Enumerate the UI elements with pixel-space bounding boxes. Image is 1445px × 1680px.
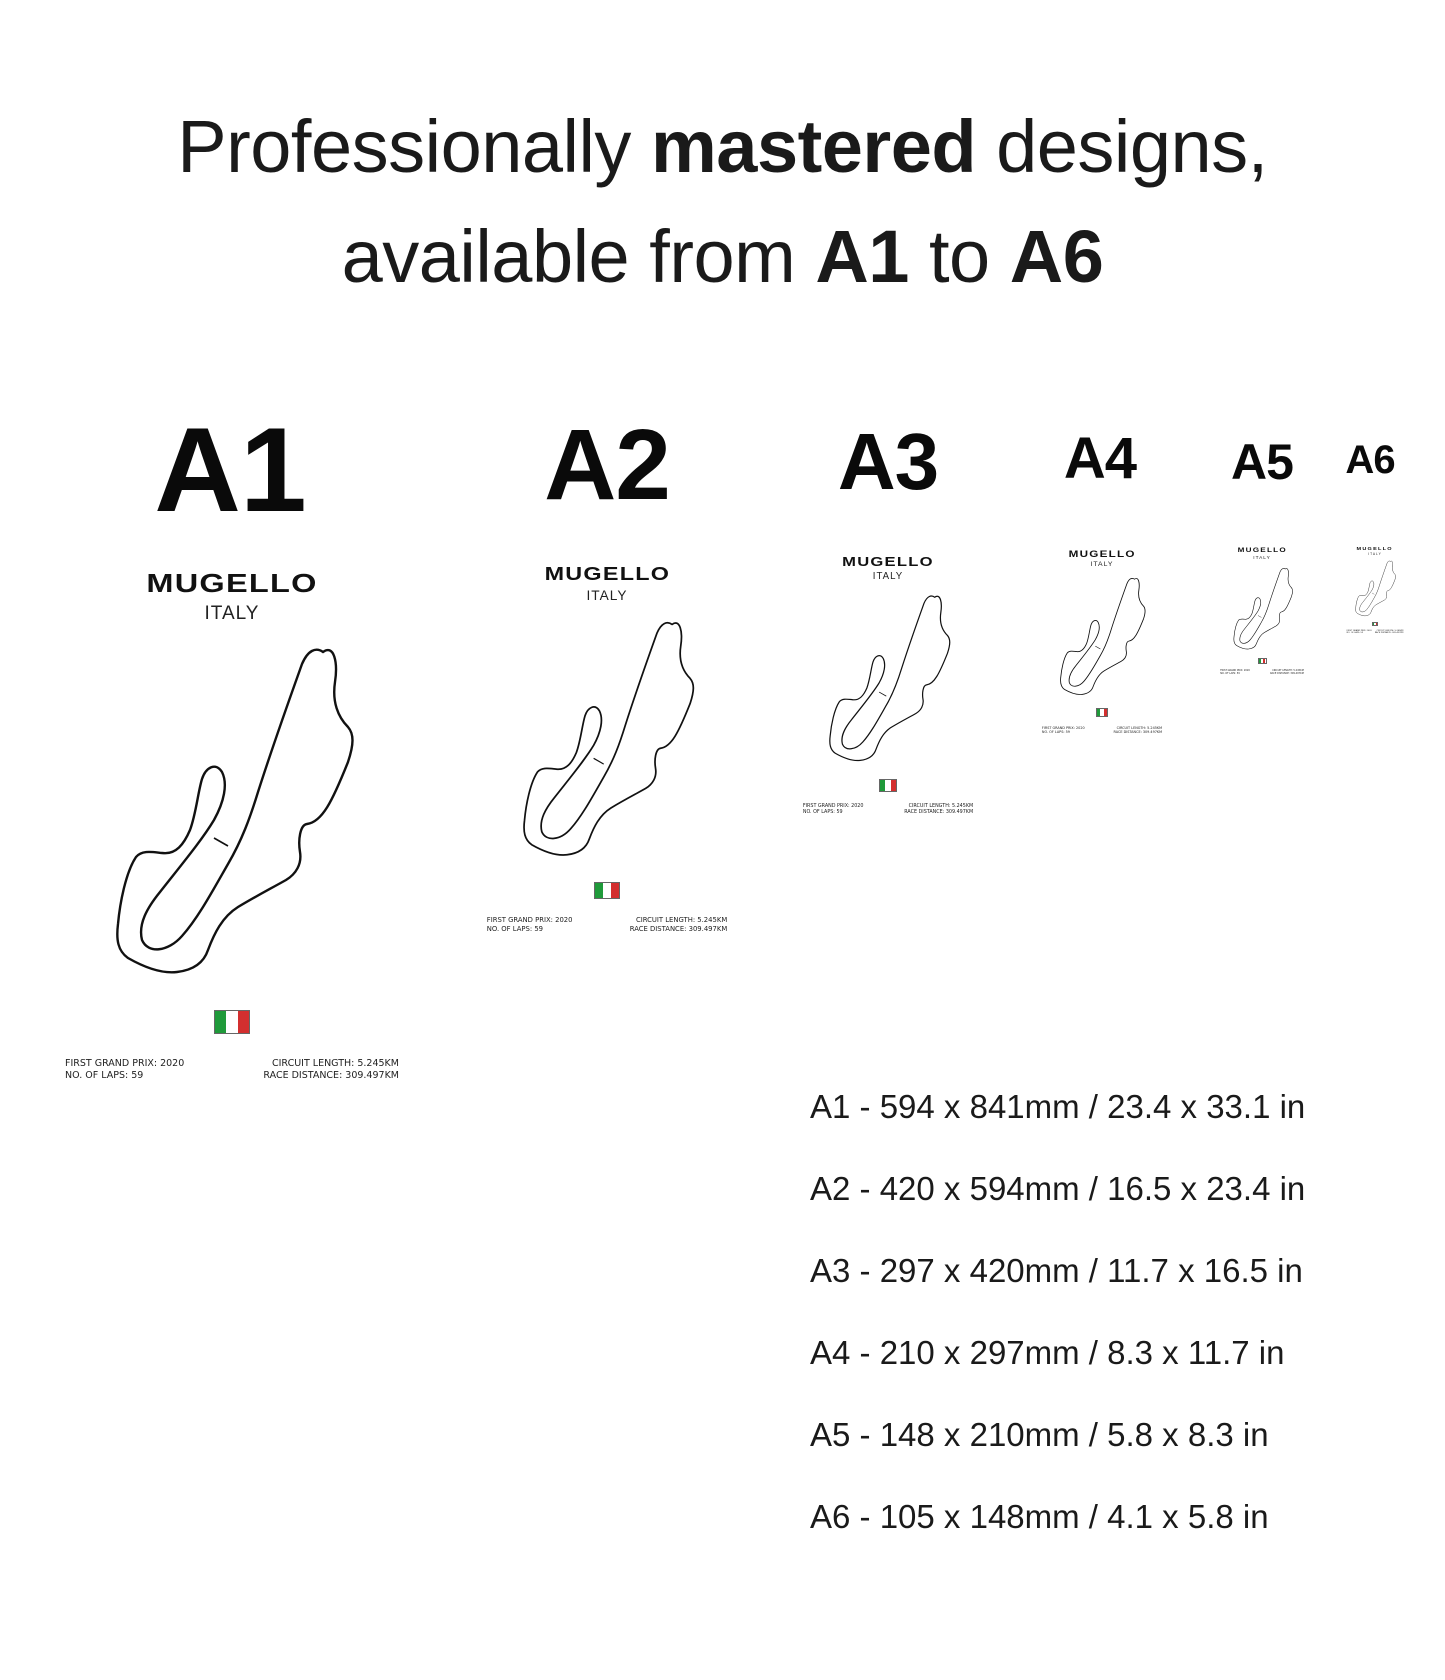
race-distance: RACE DISTANCE: 309.497KM	[263, 1069, 399, 1081]
headline-line-1	[0, 105, 1445, 188]
poster-country: ITALY	[1090, 561, 1114, 569]
italy-flag-icon	[1258, 658, 1267, 664]
poster-stats-left	[1347, 630, 1372, 635]
poster-circuit-name: MUGELLO	[842, 554, 934, 569]
size-label-a1: A1	[154, 403, 306, 537]
poster-country: ITALY	[872, 571, 904, 583]
poster-circuit-name: MUGELLO	[1356, 546, 1394, 551]
poster-preview-a1	[65, 568, 399, 1081]
circuit-length: CIRCUIT LENGTH: 5.245KM	[908, 803, 974, 809]
circuit-map-icon	[822, 587, 955, 771]
circuit-map-icon	[102, 632, 362, 992]
number-of-laps: NO. OF LAPS: 59	[1041, 729, 1070, 734]
headline-text: to	[908, 215, 1010, 298]
poster-circuit-name: MUGELLO	[1237, 547, 1287, 554]
poster-circuit-name: MUGELLO	[1068, 549, 1136, 559]
first-grand-prix: FIRST GRAND PRIX: 2020	[65, 1058, 185, 1069]
race-distance: RACE DISTANCE: 309.497KM	[1374, 632, 1404, 635]
poster-country: ITALY	[1368, 551, 1382, 556]
headline-emphasis: A1	[815, 215, 909, 298]
size-label-a4: A4	[1063, 426, 1137, 491]
poster-stats-left	[487, 916, 573, 933]
poster-country: ITALY	[1253, 555, 1271, 561]
headline-emphasis: A6	[1009, 215, 1104, 298]
poster-preview-a6	[1346, 546, 1404, 635]
italy-flag-icon	[214, 1010, 250, 1034]
poster-circuit-name: MUGELLO	[146, 568, 318, 598]
first-grand-prix: FIRST GRAND PRIX: 2020	[1041, 725, 1085, 730]
headline-line-2	[0, 215, 1445, 298]
poster-stats-right	[263, 1058, 399, 1082]
poster-stats-right	[630, 916, 727, 933]
italy-flag-icon	[594, 882, 620, 899]
circuit-map-icon	[513, 610, 700, 869]
circuit-map-icon	[1230, 564, 1295, 654]
spec-line-a3: A3 - 297 x 420mm / 11.7 x 16.5 in	[810, 1252, 1303, 1289]
poster-stats-right	[1375, 630, 1404, 635]
number-of-laps: NO. OF LAPS: 59	[802, 809, 843, 815]
italy-flag-icon	[1372, 622, 1378, 626]
size-label-a5: A5	[1231, 434, 1293, 490]
italy-flag-icon	[1096, 708, 1109, 717]
race-distance: RACE DISTANCE: 309.497KM	[1113, 729, 1163, 734]
race-distance: RACE DISTANCE: 309.497KM	[629, 924, 728, 933]
poster-preview-a5	[1220, 547, 1304, 675]
circuit-length: CIRCUIT LENGTH: 5.245KM	[272, 1058, 399, 1069]
number-of-laps: NO. OF LAPS: 59	[65, 1069, 144, 1081]
circuit-length: CIRCUIT LENGTH: 5.245KM	[1376, 629, 1404, 632]
circuit-map-icon	[1055, 572, 1149, 702]
number-of-laps: NO. OF LAPS: 59	[486, 924, 544, 933]
poster-preview-a2	[486, 563, 728, 933]
spec-line-a2: A2 - 420 x 594mm / 16.5 x 23.4 in	[810, 1170, 1306, 1207]
number-of-laps: NO. OF LAPS: 59	[1220, 671, 1240, 675]
poster-preview-a4	[1041, 549, 1163, 734]
headline-text: available from	[341, 215, 816, 298]
first-grand-prix: FIRST GRAND PRIX: 2020	[486, 916, 573, 925]
poster-circuit-name: MUGELLO	[544, 563, 670, 584]
poster-stats-left	[803, 804, 864, 816]
poster-country: ITALY	[586, 588, 628, 604]
first-grand-prix: FIRST GRAND PRIX: 2020	[1220, 669, 1250, 672]
spec-line-a5: A5 - 148 x 210mm / 5.8 x 8.3 in	[810, 1416, 1269, 1453]
circuit-length: CIRCUIT LENGTH: 5.245KM	[635, 916, 728, 925]
headline-emphasis: mastered	[650, 105, 977, 188]
spec-line-a1: A1 - 594 x 841mm / 23.4 x 33.1 in	[810, 1088, 1306, 1125]
first-grand-prix: FIRST GRAND PRIX: 2020	[1346, 629, 1372, 632]
race-distance: RACE DISTANCE: 309.497KM	[904, 809, 974, 815]
poster-stats-right	[1113, 726, 1162, 735]
poster-stats-left	[1042, 726, 1085, 735]
number-of-laps: NO. OF LAPS: 59	[1346, 632, 1364, 635]
size-label-a6: A6	[1345, 438, 1395, 482]
spec-line-a6: A6 - 105 x 148mm / 4.1 x 5.8 in	[810, 1498, 1269, 1535]
size-label-a3: A3	[837, 417, 939, 506]
circuit-length: CIRCUIT LENGTH: 5.245KM	[1116, 725, 1163, 730]
race-distance: RACE DISTANCE: 309.497KM	[1270, 671, 1304, 675]
circuit-map-icon	[1353, 558, 1397, 619]
poster-stats-right	[1270, 670, 1304, 676]
size-label-a2: A2	[544, 409, 670, 521]
headline-text: designs,	[976, 105, 1268, 188]
poster-country: ITALY	[204, 603, 260, 624]
first-grand-prix: FIRST GRAND PRIX: 2020	[802, 803, 864, 809]
headline-text: Professionally	[177, 105, 651, 188]
spec-line-a4: A4 - 210 x 297mm / 8.3 x 11.7 in	[810, 1334, 1285, 1371]
circuit-length: CIRCUIT LENGTH: 5.245KM	[1272, 669, 1304, 672]
poster-stats-left	[1220, 670, 1250, 676]
poster-preview-a3	[802, 554, 974, 815]
italy-flag-icon	[879, 779, 897, 791]
poster-stats-right	[904, 804, 973, 816]
poster-stats-left	[65, 1058, 184, 1082]
